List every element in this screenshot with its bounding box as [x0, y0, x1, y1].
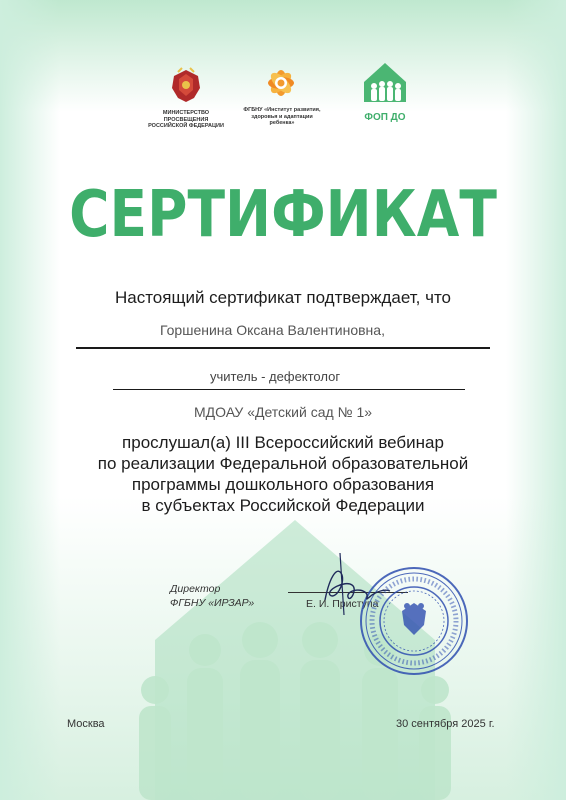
ministry-caption-line: МИНИСТЕРСТВО ПРОСВЕЩЕНИЯ — [162, 110, 210, 123]
body-line: прослушал(а) III Всероссийский вебинар — [122, 433, 444, 452]
institute-caption-line: ребенка» — [269, 120, 295, 126]
signature-icon — [300, 545, 410, 625]
recipient-name: Горшенина Оксана Валентиновна, — [160, 322, 385, 338]
certificate-intro: Настоящий сертификат подтверждает, что — [114, 288, 452, 307]
right-gradient-border — [506, 0, 566, 800]
fop-do-logo-icon — [360, 60, 410, 112]
signatory-name: Е. И. Приступа — [306, 598, 379, 610]
signatory-title-line: ФГБНУ «ИРЗАР» — [170, 597, 255, 609]
recipient-position: учитель - дефектолог — [210, 369, 341, 384]
issue-city: Москва — [67, 718, 105, 730]
certificate-body — [0, 432, 566, 516]
institute-caption — [240, 107, 324, 127]
institute-flower-icon — [262, 64, 300, 102]
signatory-title — [170, 582, 254, 610]
body-line: программы дошкольного образования — [131, 475, 435, 494]
certificate-title: СЕРТИФИКАТ — [69, 178, 497, 252]
ministry-caption-line: РОССИЙСКОЙ ФЕДЕРАЦИИ — [148, 123, 224, 129]
body-line: по реализации Федеральной образовательной — [97, 454, 469, 473]
institute-caption-line: здоровья и адаптации — [251, 113, 313, 120]
recipient-organization: МДОАУ «Детский сад № 1» — [193, 404, 373, 420]
ministry-caption — [140, 110, 232, 130]
name-underline — [76, 347, 490, 349]
left-gradient-border — [0, 0, 60, 800]
position-underline — [113, 389, 465, 390]
body-line: в субъектах Российской Федерации — [141, 496, 425, 515]
fop-do-label: ФОП ДО — [364, 112, 406, 123]
issue-date: 30 сентября 2025 г. — [396, 718, 495, 730]
ministry-emblem-icon — [168, 66, 204, 106]
institute-caption-line: ФГБНУ «Институт развития, — [243, 107, 321, 113]
signatory-title-line: Директор — [170, 583, 221, 595]
